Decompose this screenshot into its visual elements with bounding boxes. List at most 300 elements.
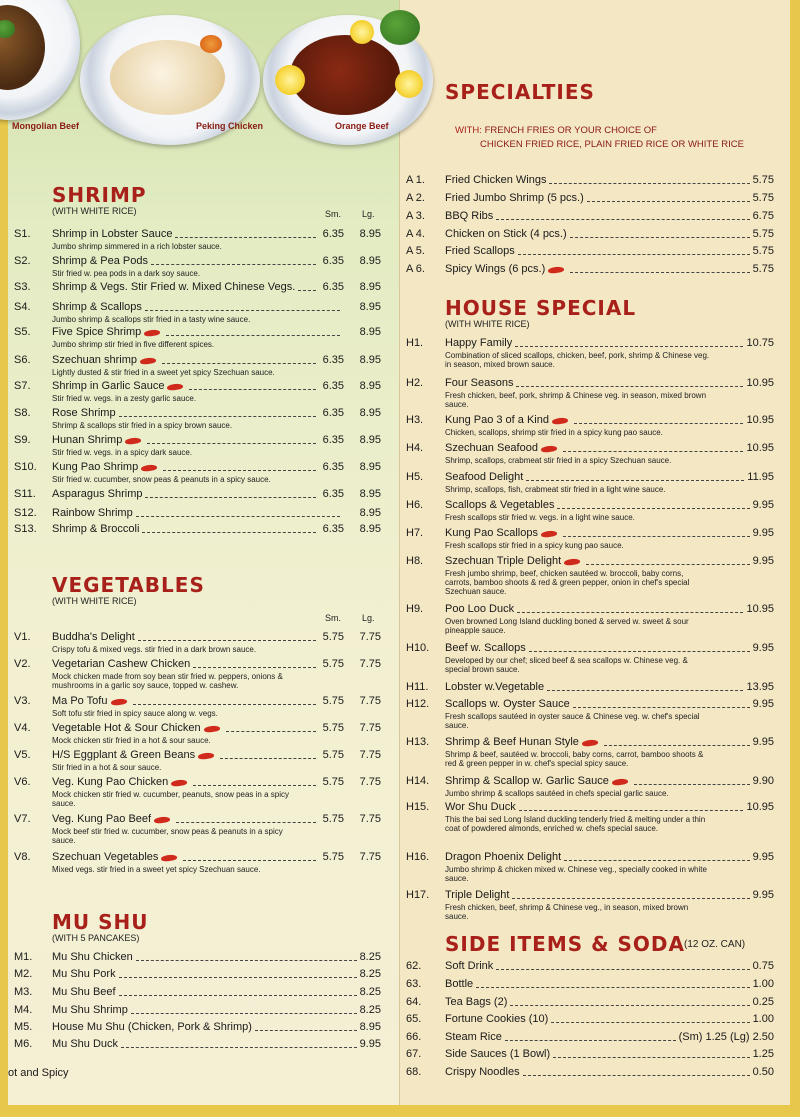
item-price: 5.75 <box>752 192 774 204</box>
item-name: Beef w. Scallops <box>445 642 526 654</box>
item-code: S13. <box>14 523 37 535</box>
item-description: Mock chicken made from soy bean stir fried w. peppers, onions & mushrooms in a garlic soy sauce, topped w. cashew. <box>52 672 283 690</box>
item-code: H5. <box>406 471 424 483</box>
dotted-leader <box>142 532 316 533</box>
dotted-leader <box>255 1030 357 1031</box>
price-large: 8.95 <box>359 301 381 313</box>
dotted-leader <box>634 784 750 785</box>
item-code: S4. <box>14 301 31 313</box>
item-name: Bottle <box>445 978 474 990</box>
item-code: M2. <box>14 968 33 980</box>
vegetables-col-sm: Sm. <box>325 613 342 623</box>
item-code: 68. <box>406 1066 422 1078</box>
item-code: S1. <box>14 228 31 240</box>
item-price: 10.95 <box>746 442 774 454</box>
item-price: 10.95 <box>746 377 774 389</box>
mushu-subtitle: (WITH 5 PANCAKES) <box>52 933 140 943</box>
price-small: 6.35 <box>322 281 344 293</box>
price-small: 5.75 <box>322 776 344 788</box>
item-price: 13.95 <box>746 681 774 693</box>
item-code: V7. <box>14 813 31 825</box>
item-description: Crispy tofu & mixed vegs. stir fried in a dark brown sauce. <box>52 645 257 654</box>
dotted-leader <box>549 183 749 184</box>
column-divider <box>399 0 400 1117</box>
price-large: 7.75 <box>359 851 381 863</box>
item-name: Dragon Phoenix Delight <box>445 851 562 863</box>
price-small: 5.75 <box>322 695 344 707</box>
item-code: M6. <box>14 1038 33 1050</box>
price-small: 5.75 <box>322 631 344 643</box>
specialties-title: SPECIALTIES <box>445 80 595 104</box>
dotted-leader <box>570 272 749 273</box>
item-code: S7. <box>14 380 31 392</box>
item-code: H1. <box>406 337 424 349</box>
item-name: Veg. Kung Pao Beef <box>52 813 152 825</box>
item-name: Rainbow Shrimp <box>52 507 133 519</box>
item-code: A 2. <box>406 192 425 204</box>
item-code: V1. <box>14 631 31 643</box>
price-large: 7.75 <box>359 631 381 643</box>
dotted-leader <box>547 690 743 691</box>
item-price: 5.75 <box>752 245 774 257</box>
item-name: Asparagus Shrimp <box>52 488 143 500</box>
price-large: 8.95 <box>359 434 381 446</box>
item-code: M1. <box>14 951 33 963</box>
item-code: A 3. <box>406 210 425 222</box>
price-large: 7.75 <box>359 749 381 761</box>
dotted-leader <box>131 1013 357 1014</box>
item-code: 63. <box>406 978 422 990</box>
item-price: 10.95 <box>746 603 774 615</box>
item-name: Vegetable Hot & Sour Chicken <box>52 722 201 734</box>
specialties-with-line-1 <box>455 125 657 136</box>
item-name: Shrimp in Lobster Sauce <box>52 228 173 240</box>
item-code: S5. <box>14 326 31 338</box>
dotted-leader <box>523 1075 750 1076</box>
dotted-leader <box>563 536 750 537</box>
item-name: Shrimp in Garlic Sauce <box>52 380 165 392</box>
item-price: 8.25 <box>359 1004 381 1016</box>
dotted-leader <box>151 264 316 265</box>
dotted-leader <box>515 346 743 347</box>
house-special-title: HOUSE SPECIAL <box>445 296 637 320</box>
dotted-leader <box>163 470 316 471</box>
item-price: 5.75 <box>752 263 774 275</box>
dotted-leader <box>176 822 316 823</box>
item-code: V8. <box>14 851 31 863</box>
price-large: 8.95 <box>359 380 381 392</box>
item-name: Hunan Shrimp <box>52 434 123 446</box>
dotted-leader <box>183 860 316 861</box>
item-code: H9. <box>406 603 424 615</box>
shrimp-subtitle: (WITH WHITE RICE) <box>52 206 137 216</box>
item-description: Fresh chicken, beef, shrimp & Chinese veg., in season, mixed brown sauce. <box>445 903 689 921</box>
item-name: Spicy Wings (6 pcs.) <box>445 263 546 275</box>
item-price: 0.75 <box>752 960 774 972</box>
photo-label: Orange Beef <box>335 121 389 131</box>
item-name: Shrimp & Broccoli <box>52 523 140 535</box>
dotted-leader <box>505 1040 676 1041</box>
dotted-leader <box>586 564 749 565</box>
item-price: 9.95 <box>359 1038 381 1050</box>
item-price: 6.75 <box>752 210 774 222</box>
item-description: Stir fried w. vegs. in a zesty garlic sauce. <box>52 394 197 403</box>
sides-subtitle: (12 OZ. CAN) <box>684 939 746 950</box>
item-description: Mixed vegs. stir fried in a sweet yet spicy Szechuan sauce. <box>52 865 261 874</box>
dotted-leader <box>298 290 316 291</box>
item-code: V3. <box>14 695 31 707</box>
price-large: 8.95 <box>359 326 381 338</box>
item-price: 10.75 <box>746 337 774 349</box>
dotted-leader <box>133 704 316 705</box>
price-large: 8.95 <box>359 507 381 519</box>
shrimp-title: SHRIMP <box>52 183 147 207</box>
item-name: Soft Drink <box>445 960 494 972</box>
item-code: 65. <box>406 1013 422 1025</box>
item-name: Kung Pao 3 of a Kind <box>445 414 549 426</box>
right-border <box>790 0 800 1117</box>
dotted-leader <box>121 1047 357 1048</box>
item-price: 8.25 <box>359 951 381 963</box>
item-name: Seafood Delight <box>445 471 524 483</box>
item-price: 1.25 <box>752 1048 774 1060</box>
item-code: 62. <box>406 960 422 972</box>
item-description: Jumbo shrimp & scallops sautéed in chefs special garlic sauce. <box>445 789 669 798</box>
dotted-leader <box>557 508 749 509</box>
vegetables-col-lg: Lg. <box>362 613 375 623</box>
dotted-leader <box>166 335 340 336</box>
item-name: BBQ Ribs <box>445 210 494 222</box>
photo-label: Peking Chicken <box>196 121 264 131</box>
price-small: 6.35 <box>322 407 344 419</box>
item-name: Vegetarian Cashew Chicken <box>52 658 191 670</box>
left-border <box>0 0 8 1117</box>
house-special-subtitle: (WITH WHITE RICE) <box>445 319 530 329</box>
item-name: Szechuan Triple Delight <box>445 555 562 567</box>
item-description: Jumbo shrimp stir fried in five different spices. <box>52 340 215 349</box>
item-price: 1.00 <box>752 1013 774 1025</box>
item-code: S10. <box>14 461 37 473</box>
item-code: V6. <box>14 776 31 788</box>
item-code: S6. <box>14 354 31 366</box>
item-description: Mock chicken stir fried in a hot & sour sauce. <box>52 736 211 745</box>
dotted-leader <box>147 443 316 444</box>
item-description: Fresh scallops sautéed in oyster sauce & Chinese veg. w. chef's special sauce. <box>445 712 700 730</box>
item-name: Kung Pao Shrimp <box>52 461 139 473</box>
specialties-with-label: WITH: <box>455 125 482 136</box>
item-name: House Mu Shu (Chicken, Pork & Shrimp) <box>52 1021 252 1033</box>
price-small: 6.35 <box>322 255 344 267</box>
item-description: Shrimp, scallops, crabmeat stir fried in a spicy Szechuan sauce. <box>445 456 672 465</box>
price-large: 7.75 <box>359 695 381 707</box>
dotted-leader <box>604 745 750 746</box>
item-code: S3. <box>14 281 31 293</box>
item-description: Fresh scallops stir fried in a spicy kung pao sauce. <box>445 541 624 550</box>
item-description: Stir fried in a hot & sour sauce. <box>52 763 162 772</box>
item-description: Fresh jumbo shrimp, beef, chicken sautéed w. broccoli, baby corns, carrots, bamboo shoots & red & green pepper, onion in chef's special Szechuan sauce. <box>445 569 690 596</box>
item-code: H4. <box>406 442 424 454</box>
item-name: Shrimp & Vegs. Stir Fried w. Mixed Chinese Vegs. <box>52 281 296 293</box>
price-small: 6.35 <box>322 461 344 473</box>
price-small: 6.35 <box>322 523 344 535</box>
dotted-leader <box>145 497 316 498</box>
price-large: 8.95 <box>359 281 381 293</box>
price-large: 8.95 <box>359 523 381 535</box>
item-code: H11. <box>406 681 429 693</box>
item-price: 0.25 <box>752 996 774 1008</box>
specialties-with-text-2: CHICKEN FRIED RICE, PLAIN FRIED RICE OR WHITE RICE <box>480 139 744 150</box>
item-code: H2. <box>406 377 424 389</box>
bottom-border <box>0 1105 800 1117</box>
dotted-leader <box>553 1057 749 1058</box>
dotted-leader <box>563 451 744 452</box>
item-description: Mock beef stir fried w. cucumber, snow peas & peanuts in a spicy sauce. <box>52 827 283 845</box>
item-name: Fried Jumbo Shrimp (5 pcs.) <box>445 192 584 204</box>
item-name: Mu Shu Duck <box>52 1038 119 1050</box>
item-code: H14. <box>406 775 430 787</box>
shrimp-col-sm: Sm. <box>325 209 342 219</box>
item-code: A 6. <box>406 263 425 275</box>
item-name: Szechuan shrimp <box>52 354 137 366</box>
item-price: 1.00 <box>752 978 774 990</box>
item-name: Mu Shu Beef <box>52 986 116 998</box>
item-code: H15. <box>406 801 430 813</box>
item-name: Szechuan Vegetables <box>52 851 159 863</box>
item-description: Chicken, scallops, shrimp stir fried in a spicy kung pao sauce. <box>445 428 663 437</box>
item-description: Mock chicken stir fried w. cucumber, peanuts, snow peas in a spicy sauce. <box>52 790 289 808</box>
price-large: 8.95 <box>359 461 381 473</box>
item-name: Mu Shu Chicken <box>52 951 133 963</box>
price-large: 8.95 <box>359 228 381 240</box>
dotted-leader <box>136 960 357 961</box>
footer-note: ot and Spicy <box>8 1067 69 1079</box>
item-code: H12. <box>406 698 430 710</box>
item-name: Kung Pao Scallops <box>445 527 538 539</box>
item-description: This the bai sed Long Island duckling tenderly fried & melting under a thin coat of powdered almonds, enriched w. chefs special sauce. <box>445 815 706 833</box>
dotted-leader <box>529 651 750 652</box>
item-name: Triple Delight <box>445 889 510 901</box>
item-description: Shrimp & beef, sautéed w. broccoli, baby corns, carrot, bamboo shoots & red & green pepper in w. chef's special spicy sauce. <box>445 750 704 768</box>
dotted-leader <box>193 667 316 668</box>
dotted-leader <box>574 423 744 424</box>
item-code: V5. <box>14 749 31 761</box>
item-description: Fresh chicken, beef, pork, shrimp & Chinese veg. in season, mixed brown sauce. <box>445 391 707 409</box>
specialties-with-text-1: FRENCH FRIES OR YOUR CHOICE OF <box>484 125 657 136</box>
dotted-leader <box>476 987 749 988</box>
dotted-leader <box>570 237 750 238</box>
item-description: Shrimp, scallops, fish, crabmeat stir fried in a light wine sauce. <box>445 485 666 494</box>
item-name: Side Sauces (1 Bowl) <box>445 1048 551 1060</box>
item-price: 8.25 <box>359 986 381 998</box>
item-price: 9.95 <box>752 555 774 567</box>
item-price: 11.95 <box>747 471 774 483</box>
item-price: 9.90 <box>752 775 774 787</box>
dotted-leader <box>119 416 316 417</box>
item-code: H3. <box>406 414 424 426</box>
dotted-leader <box>587 201 750 202</box>
dotted-leader <box>138 640 316 641</box>
item-code: A 1. <box>406 174 425 186</box>
dotted-leader <box>119 995 357 996</box>
item-price: 8.95 <box>359 1021 381 1033</box>
item-name: Buddha's Delight <box>52 631 135 643</box>
item-code: 67. <box>406 1048 422 1060</box>
price-small: 6.35 <box>322 380 344 392</box>
item-name: Mu Shu Shrimp <box>52 1004 128 1016</box>
price-small: 6.35 <box>322 434 344 446</box>
dotted-leader <box>516 386 743 387</box>
price-small: 6.35 <box>322 488 344 500</box>
item-code: H10. <box>406 642 430 654</box>
item-price: 9.95 <box>752 642 774 654</box>
item-code: V4. <box>14 722 31 734</box>
item-price: 9.95 <box>752 736 774 748</box>
price-large: 8.95 <box>359 407 381 419</box>
item-price: 10.95 <box>746 801 774 813</box>
mushu-title: MU SHU <box>52 910 149 934</box>
dotted-leader <box>496 219 749 220</box>
photo-label: Mongolian Beef <box>12 121 79 131</box>
price-small: 5.75 <box>322 749 344 761</box>
dotted-leader <box>496 969 749 970</box>
item-code: A 4. <box>406 228 425 240</box>
dotted-leader <box>226 731 316 732</box>
item-code: V2. <box>14 658 31 670</box>
item-code: H8. <box>406 555 424 567</box>
item-name: Shrimp & Beef Hunan Style <box>445 736 579 748</box>
dotted-leader <box>519 810 744 811</box>
price-large: 8.95 <box>359 255 381 267</box>
price-large: 7.75 <box>359 776 381 788</box>
item-code: S11. <box>14 488 36 500</box>
item-name: Four Seasons <box>445 377 514 389</box>
item-code: S2. <box>14 255 31 267</box>
item-name: Shrimp & Scallop w. Garlic Sauce <box>445 775 609 787</box>
dotted-leader <box>119 977 357 978</box>
item-price: (Sm) 1.25 (Lg) 2.50 <box>678 1031 774 1043</box>
item-name: Shrimp & Scallops <box>52 301 142 313</box>
dotted-leader <box>193 785 316 786</box>
item-description: Shrimp & scallops stir fried in a spicy brown sauce. <box>52 421 233 430</box>
price-small: 6.35 <box>322 354 344 366</box>
item-description: Jumbo shrimp & chicken mixed w. Chinese veg., specially cooked in white sauce. <box>445 865 707 883</box>
item-name: Happy Family <box>445 337 513 349</box>
item-name: Fortune Cookies (10) <box>445 1013 549 1025</box>
sides-title: SIDE ITEMS & SODA <box>445 932 685 956</box>
item-code: 64. <box>406 996 422 1008</box>
item-code: 66. <box>406 1031 422 1043</box>
dotted-leader <box>162 363 316 364</box>
item-code: H7. <box>406 527 424 539</box>
dotted-leader <box>564 860 749 861</box>
item-price: 5.75 <box>752 228 774 240</box>
item-name: Chicken on Stick (4 pcs.) <box>445 228 567 240</box>
item-price: 10.95 <box>746 414 774 426</box>
item-name: Poo Loo Duck <box>445 603 515 615</box>
price-large: 8.95 <box>359 354 381 366</box>
dotted-leader <box>518 254 750 255</box>
item-price: 9.95 <box>752 499 774 511</box>
item-name: H/S Eggplant & Green Beans <box>52 749 196 761</box>
dotted-leader <box>517 612 743 613</box>
item-code: H17. <box>406 889 430 901</box>
price-small: 5.75 <box>322 813 344 825</box>
item-code: M3. <box>14 986 33 998</box>
item-code: H6. <box>406 499 424 511</box>
item-description: Jumbo shrimp simmered in a rich lobster sauce. <box>52 242 222 251</box>
item-name: Five Spice Shrimp <box>52 326 142 338</box>
price-large: 7.75 <box>359 658 381 670</box>
item-price: 9.95 <box>752 851 774 863</box>
dotted-leader <box>573 707 750 708</box>
item-description: Fresh scallops stir fried w. vegs. in a light wine sauce. <box>445 513 635 522</box>
price-small: 6.35 <box>322 228 344 240</box>
dotted-leader <box>551 1022 749 1023</box>
price-large: 8.95 <box>359 488 381 500</box>
item-code: S8. <box>14 407 31 419</box>
item-name: Ma Po Tofu <box>52 695 108 707</box>
dotted-leader <box>189 389 316 390</box>
item-name: Scallops & Vegetables <box>445 499 555 511</box>
item-description: Combination of sliced scallops, chicken, beef, pork, shrimp & Chinese veg. in season, mixed brown sauce. <box>445 351 710 369</box>
dotted-leader <box>175 237 316 238</box>
item-code: H13. <box>406 736 430 748</box>
item-name: Wor Shu Duck <box>445 801 516 813</box>
item-description: Stir fried w. vegs. in a spicy dark sauce. <box>52 448 193 457</box>
item-price: 9.95 <box>752 889 774 901</box>
item-name: Mu Shu Pork <box>52 968 116 980</box>
item-name: Steam Rice <box>445 1031 502 1043</box>
shrimp-col-lg: Lg. <box>362 209 375 219</box>
item-code: M5. <box>14 1021 33 1033</box>
item-description: Stir fried w. cucumber, snow peas & peanuts in a spicy sauce. <box>52 475 271 484</box>
item-name: Veg. Kung Pao Chicken <box>52 776 169 788</box>
item-name: Crispy Noodles <box>445 1066 520 1078</box>
item-name: Scallops w. Oyster Sauce <box>445 698 570 710</box>
item-description: Soft tofu stir fried in spicy sauce along w. vegs. <box>52 709 218 718</box>
item-name: Fried Chicken Wings <box>445 174 547 186</box>
item-name: Szechuan Seafood <box>445 442 538 454</box>
price-large: 7.75 <box>359 722 381 734</box>
item-description: Oven browned Long Island duckling boned & served w. sweet & sour pineapple sauce. <box>445 617 689 635</box>
item-name: Lobster w.Vegetable <box>445 681 545 693</box>
price-small: 5.75 <box>322 658 344 670</box>
item-code: S9. <box>14 434 31 446</box>
price-small: 5.75 <box>322 851 344 863</box>
dotted-leader <box>512 898 749 899</box>
dotted-leader <box>145 310 340 311</box>
vegetables-title: VEGETABLES <box>52 573 205 597</box>
item-description: Lightly dusted & stir fried in a sweet yet spicy Szechuan sauce. <box>52 368 275 377</box>
price-large: 7.75 <box>359 813 381 825</box>
item-name: Rose Shrimp <box>52 407 116 419</box>
item-name: Fried Scallops <box>445 245 515 257</box>
item-code: S12. <box>14 507 37 519</box>
dotted-leader <box>526 480 744 481</box>
item-description: Jumbo shrimp & scallops stir fried in a tasty wine sauce. <box>52 315 251 324</box>
item-description: Developed by our chef; sliced beef & sea scallops w. Chinese veg. & special brown sauce. <box>445 656 688 674</box>
vegetables-subtitle: (WITH WHITE RICE) <box>52 596 137 606</box>
item-name: Tea Bags (2) <box>445 996 508 1008</box>
item-price: 5.75 <box>752 174 774 186</box>
item-price: 9.95 <box>752 698 774 710</box>
item-price: 9.95 <box>752 527 774 539</box>
item-price: 0.50 <box>752 1066 774 1078</box>
item-code: H16. <box>406 851 430 863</box>
dotted-leader <box>510 1005 749 1006</box>
dotted-leader <box>136 516 340 517</box>
dotted-leader <box>220 758 316 759</box>
